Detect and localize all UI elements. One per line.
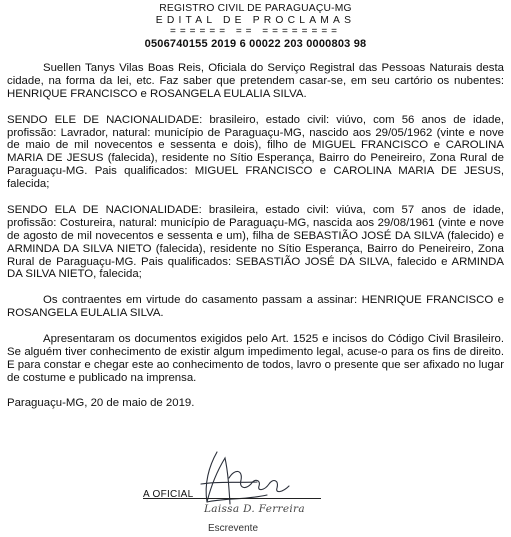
- signing-names-paragraph: Os contraentes em virtude do casamento passam a assinar: HENRIQUE FRANCISCO e ROSANGELA EULALIA SILVA.: [7, 294, 504, 320]
- date-line: Paraguaçu-MG, 20 de maio de 2019.: [7, 397, 195, 410]
- title-underline: ====== == ========: [170, 26, 341, 37]
- intro-paragraph: Suellen Tanys Vilas Boas Reis, Oficiala do Serviço Registral das Pessoas Naturais desta cidade, na forma da lei, etc. Faz saber que pretendem casar-se, em seu cartório os nubentes: HENRIQUE FRANCISCO e ROSANGELA EULALIA SILVA.: [7, 62, 504, 100]
- documents-paragraph: Apresentaram os documentos exigidos pelo Art. 1525 e incisos do Código Civil Brasileiro. Se alguém tiver conhecimento de existir algum impedimento legal, acuse-o para os fins de direito. E para constar e chegar este ao conhecimento de todos, lavro o presente que ser afixado no lugar de costume e publicado na imprensa.: [7, 332, 504, 384]
- signatory-name: Laissa D. Ferreira: [204, 503, 305, 515]
- signature-line: [143, 498, 321, 499]
- official-label: A OFICIAL: [143, 489, 194, 500]
- bride-paragraph: SENDO ELA DE NACIONALIDADE: brasileira, estado civil: viúva, com 57 anos de idade, profissão: Costureira, natural: município de Paraguaçu-MG, nascida aos 29/08/1961 (vinte e nove de agosto de mil novecentos e sessenta e um), filha de SEBASTIÃO JOSÉ DA SILVA (falecido) e ARMINDA DA SILVA NIETO (falecida), residente no Sítio Esperança, Bairro do Peneireiro, Zona Rural de Paraguaçu-MG. Pais qualificados: SEBASTIÃO JOSÉ DA SILVA, falecido e ARMINDA DA SILVA NIETO, falecida;: [7, 203, 504, 281]
- registry-code: 0506740155 2019 6 00022 203 0000803 98: [144, 38, 367, 50]
- signature-block: [0, 440, 511, 537]
- document-header: [0, 3, 511, 51]
- edital-title: EDITAL DE PROCLAMAS: [155, 15, 356, 26]
- groom-paragraph: SENDO ELE DE NACIONALIDADE: brasileiro, estado civil: viúvo, com 56 anos de idade, profissão: Lavrador, natural: município de Paraguaçu-MG, nascido aos 29/05/1962 (vinte e nove de maio de mil novecentos e sessenta e dois), filho de MIGUEL FRANCISCO e CAROLINA MARIA DE JESUS (falecida), residente no Sítio Esperança, Bairro do Peneireiro, Zona Rural de Paraguaçu-MG. Pais qualificados: MIGUEL FRANCISCO e CAROLINA MARIA DE JESUS, falecida;: [7, 113, 504, 191]
- registry-title: REGISTRO CIVIL DE PARAGUAÇU-MG: [159, 3, 352, 14]
- signatory-role: Escrevente: [208, 523, 259, 534]
- document-body: [7, 62, 504, 423]
